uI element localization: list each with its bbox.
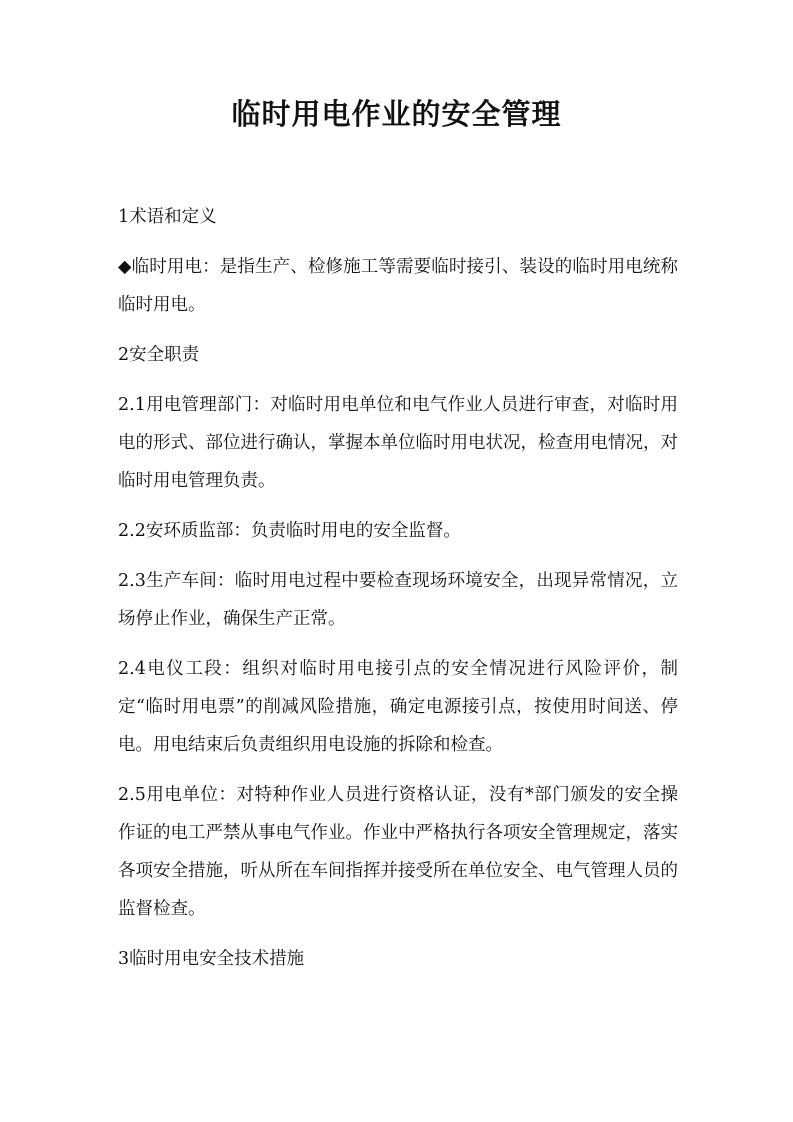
paragraph-2-4: 2.4电仪工段：组织对临时用电接引点的安全情况进行风险评价，制定“临时用电票”的削减风险措施，确定电源接引点，按使用时间送、停电。用电结束后负责组织用电设施的拆除和检查。 [118, 659, 678, 755]
paragraph-2-1: 2.1用电管理部门：对临时用电单位和电气作业人员进行审查，对临时用电的形式、部位进行确认，掌握本单位临时用电状况，检查用电情况，对临时用电管理负责。 [118, 395, 678, 491]
page-title: 临时用电作业的安全管理 [231, 97, 562, 131]
section-heading-1: 1术语和定义 [118, 207, 217, 227]
definition-paragraph: ◆临时用电：是指生产、检修施工等需要临时接引、装设的临时用电统称临时用电。 [118, 257, 678, 315]
paragraph-2-3: 2.3生产车间：临时用电过程中要检查现场环境安全，出现异常情况，立场停止作业，确保生产正常。 [118, 571, 678, 629]
section-heading-3: 3临时用电安全技术措施 [118, 949, 305, 969]
paragraph-2-5: 2.5用电单位：对特种作业人员进行资格认证，没有*部门颁发的安全操作证的电工严禁从事电气作业。作业中严格执行各项安全管理规定，落实各项安全措施，听从所在车间指挥并接受所在单位安全、电气管理人员的监督检查。 [118, 785, 678, 919]
section-heading-2: 2安全职责 [118, 345, 200, 365]
paragraph-2-2: 2.2安环质监部：负责临时用电的安全监督。 [118, 521, 461, 541]
document-body [118, 198, 678, 990]
